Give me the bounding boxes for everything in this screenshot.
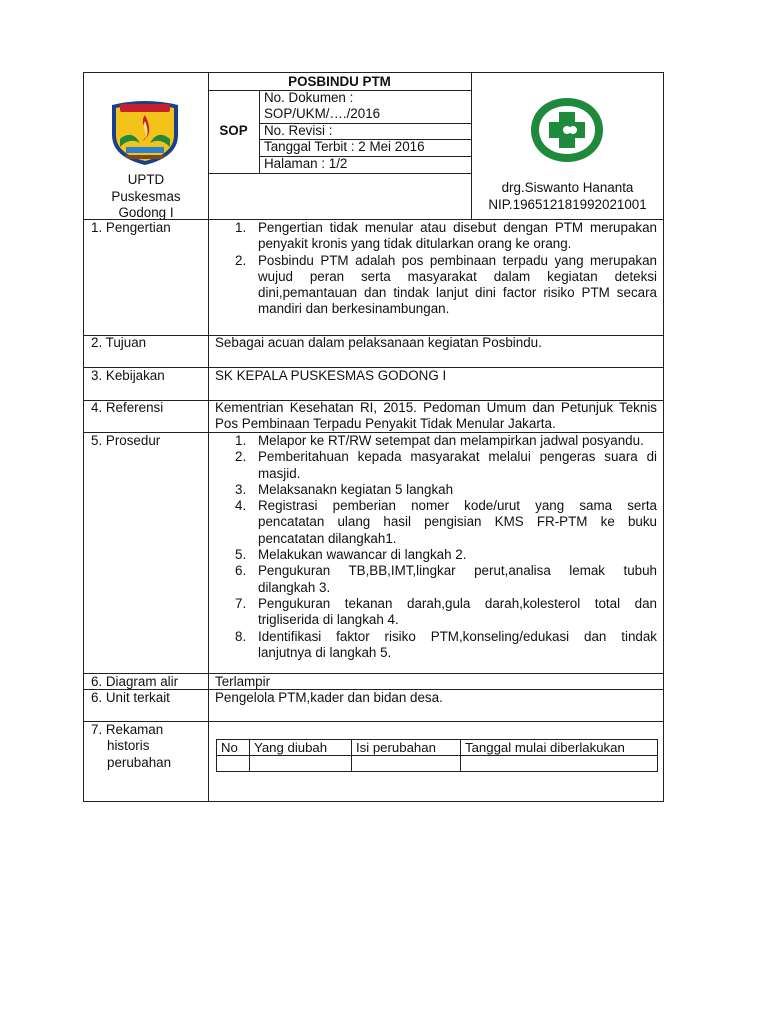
row-line [84, 721, 664, 722]
list-item: 2. Posbindu PTM adalah pos pembinaan terpadu yang merupakan wujud peran serta masyarakat dalam kegiatan deteksi dini,pemantauan dan tindak lanjut dini factor risiko PTM secara mandiri dan berkesinambungan. [235, 252, 657, 317]
section-label-pengertian: 1. Pengertian [91, 220, 171, 235]
page-number: Halaman : 1/2 [264, 156, 348, 171]
table-cell [217, 756, 250, 772]
revision-number: No. Revisi : [264, 123, 333, 138]
signer-nip: NIP.196512181992021001 [488, 197, 647, 212]
list-item: 6. Pengukuran TB,BB,IMT,lingkar perut,analisa lemak tubuh dilangkah 3. [235, 563, 657, 595]
column-yang-diubah: Yang diubah [250, 740, 352, 756]
list-item: 4. Registrasi pemberian nomer kode/urut yang sama serta pencatatan ulang hasil pengisian KMS FR-PTM ke buku pencatatan dilangkah1. [235, 498, 657, 546]
tujuan-text: Sebagai acuan dalam pelaksanaan kegiatan Posbindu. [215, 335, 542, 350]
section-label-referensi: 4. Referensi [91, 400, 164, 415]
org-line-1: UPTD [127, 172, 165, 187]
doc-no-label: No. Dokumen : [264, 90, 354, 105]
section-label-tujuan: 2. Tujuan [91, 335, 147, 350]
list-item: 8. Identifikasi faktor risiko PTM,konseling/edukasi dan tindak lanjutnya di langkah 5. [235, 628, 657, 660]
list-item: 1. Pengertian tidak menular atau disebut dengan PTM merupakan penyakit kronis yang tidak ditularkan orang ke orang. [235, 220, 657, 252]
kebijakan-text: SK KEPALA PUSKESMAS GODONG I [215, 368, 447, 383]
signer-name: drg.Siswanto Hananta [501, 180, 634, 195]
column-tanggal-mulai: Tanggal mulai diberlakukan [461, 740, 658, 756]
regency-crest-logo [106, 99, 184, 167]
table-cell [250, 756, 352, 772]
section-label-kebijakan: 3. Kebijakan [91, 368, 165, 383]
label-column-divider [208, 73, 209, 802]
table-row [217, 756, 658, 772]
doc-no-value: SOP/UKM/…./2016 [264, 106, 381, 121]
section-label-rekaman-3: perubahan [107, 755, 172, 770]
list-item: 3. Melaksanakn kegiatan 5 langkah [235, 481, 454, 497]
list-item: 5. Melakukan wawancar di langkah 2. [235, 547, 467, 563]
column-no: No [217, 740, 250, 756]
sop-document [83, 72, 664, 802]
pengertian-list [213, 220, 657, 318]
table-header-row [217, 740, 658, 756]
unit-text: Pengelola PTM,kader dan bidan desa. [215, 690, 443, 705]
section-label-rekaman-1: 7. Rekaman [91, 722, 164, 737]
issue-date: Tanggal Terbit : 2 Mei 2016 [264, 139, 425, 154]
list-item: 1. Melapor ke RT/RW setempat dan melampirkan jadwal posyandu. [235, 433, 644, 448]
sop-divider [259, 90, 260, 174]
org-line-2: Puskesmas [111, 189, 181, 204]
column-isi-perubahan: Isi perubahan [352, 740, 461, 756]
referensi-text: Kementrian Kesehatan RI, 2015. Pedoman Umum dan Petunjuk Teknis Pos Pembinaan Terpadu Penyakit Tidak Menular Jakarta. [215, 400, 657, 432]
table-cell [461, 756, 658, 772]
section-label-unit: 6. Unit terkait [91, 690, 170, 705]
sop-label: SOP [219, 123, 248, 138]
puskesmas-cross-logo [525, 94, 609, 166]
revision-history-table [216, 739, 658, 772]
list-item: 2. Pemberitahuan kepada masyarakat melalui pengeras suara di masjid. [235, 449, 657, 481]
org-line-3: Godong I [118, 205, 174, 220]
list-item: 7. Pengukuran tekanan darah,gula darah,kolesterol total dan trigliserida di langkah 4. [235, 595, 657, 628]
prosedur-list [213, 433, 657, 661]
section-label-prosedur: 5. Prosedur [91, 433, 161, 448]
document-title: POSBINDU PTM [288, 74, 391, 89]
diagram-text: Terlampir [215, 674, 271, 689]
header-divider [208, 173, 471, 174]
section-label-diagram: 6. Diagram alir [91, 674, 179, 689]
section-label-rekaman-2: historis [107, 738, 150, 753]
table-cell [352, 756, 461, 772]
